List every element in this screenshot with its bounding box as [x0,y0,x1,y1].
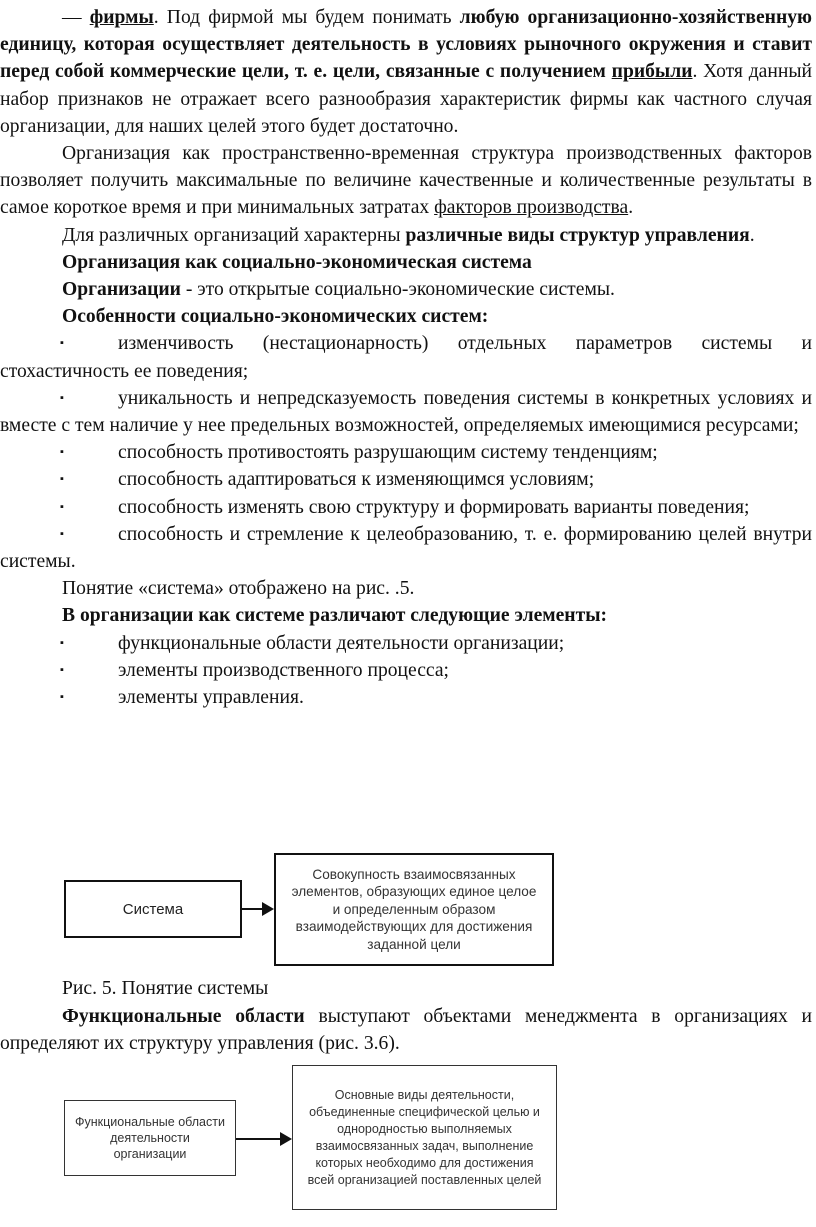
list-item: ▪ способность и стремление к целеобразованию, т. е. формированию целей внутри системы. [0,521,812,575]
fig6-arrow-icon [236,1138,290,1140]
fig6-definition-box: Основные виды деятельности, объединенные специфической целью и однородностью выполняемых взаимосвязанных задач, выполнение которых необходимо для достижения всей организацией поставленных целей [292,1065,557,1210]
heading-organization-elements: В организации как системе различают следующие элементы: [62,605,608,627]
list-item: ▪ способность противостоять разрушающим систему тенденциям; [0,439,812,466]
bullet-icon: ▪ [60,527,64,540]
firm-definition: любую организационно-хозяйственную единицу, которая осуществляет деятельность в условиях рыночного окружения и ставит перед собой коммерческие цели, т. е. цели, связанные с получением [0,7,812,83]
fig5-definition-box: Совокупность взаимосвязанных элементов, образующих единое целое и определенным образом взаимодействующих для достижения заданной цели [274,853,554,966]
fig6-functional-areas-box: Функциональные области деятельности организации [64,1100,236,1176]
bullet-icon: ▪ [60,691,64,704]
paragraph-open-systems: Организации - это открытые социально-экономические системы. [62,279,615,301]
paragraph-firm-definition: — фирмы. Под фирмой мы будем понимать любую организационно-хозяйственную единицу, которая осуществляет деятельность в условиях рыночного окружения и ставит перед собой коммерческие цели, т. е. цели, связанные с получением прибыли. Хотя данный набор признаков не отражает всего разнообразия характеристик фирмы как частного случая организации, для наших целей этого будет достаточно. [0,7,812,137]
link-production-factors[interactable]: факторов производства [434,197,629,219]
heading-system-features: Особенности социально-экономических систем: [62,306,489,328]
list-item: ▪ элементы производственного процесса; [0,657,812,684]
bullet-icon: ▪ [60,391,64,404]
paragraph-organization-structure: Организация как пространственно-временная структура производственных факторов позволяет получить максимальные по величине качественные и количественные результаты в самое короткое время и при минимальных затратах факторов производства. [0,143,812,219]
document-page [0,4,812,711]
bullet-icon: ▪ [60,500,64,513]
paragraph-management-structures: Для различных организаций характерны различные виды структур управления. [62,224,755,246]
fig5-caption: Рис. 5. Понятие системы [62,978,269,999]
heading-socio-economic-system: Организация как социально-экономическая система [62,251,532,273]
list-item: ▪ способность адаптироваться к изменяющимся условиям; [0,466,812,493]
bullet-icon: ▪ [60,473,64,486]
list-item: ▪ способность изменять свою структуру и формировать варианты поведения; [0,494,812,521]
term-firm: фирмы [89,7,154,28]
fig5-system-box: Система [64,880,242,938]
list-item: ▪ элементы управления. [0,684,812,711]
bullet-icon: ▪ [60,337,64,350]
bullet-icon: ▪ [60,446,64,459]
fig5-arrow-icon [242,908,272,910]
list-item: ▪ функциональные области деятельности организации; [0,630,812,657]
paragraph-functional-areas: Функциональные области выступают объектами менеджмента в организациях и определяют их структуру управления (рис. 3.6). [0,1006,813,1055]
link-profit[interactable]: прибыли [611,61,693,83]
paragraph-system-concept: Понятие «система» отображено на рис. .5. [62,578,415,600]
bullet-icon: ▪ [60,663,64,676]
list-item: ▪ изменчивость (нестационарность) отдельных параметров системы и стохастичность ее поведения; [0,330,812,384]
bullet-icon: ▪ [60,636,64,649]
list-item: ▪ уникальность и непредсказуемость поведения системы в конкретных условиях и вместе с тем наличие у нее предельных возможностей, определяемых имеющимися ресурсами; [0,385,812,439]
